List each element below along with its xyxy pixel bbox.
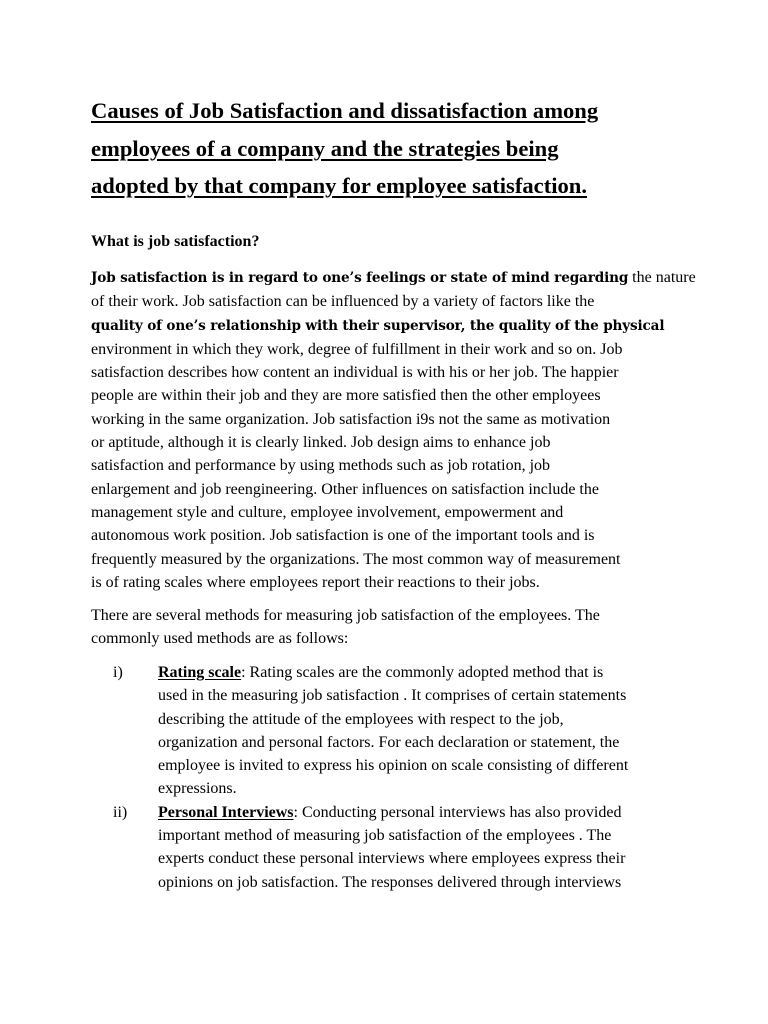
list-line: expressions.	[158, 780, 237, 798]
list-line: describing the attitude of the employees with respect to the job,	[158, 710, 564, 728]
paragraph-line: satisfaction describes how content an individual is with his or her job. The happier	[91, 364, 619, 382]
list-item	[91, 661, 679, 801]
paragraph-line: commonly used methods are as follows:	[91, 630, 349, 648]
list-item-content	[158, 801, 679, 894]
list-line	[158, 661, 679, 684]
list-marker: ii)	[113, 803, 128, 821]
list-text: : Conducting personal interviews has also provided	[293, 803, 622, 821]
list-text: : Rating scales are the commonly adopted method that is	[241, 664, 604, 681]
document-body	[91, 92, 696, 891]
paragraph-line: satisfaction and performance by using methods such as job rotation, job	[91, 457, 551, 475]
list-line	[158, 801, 679, 824]
method-term: Rating scale	[158, 664, 242, 681]
paragraph-text: the nature	[628, 269, 696, 286]
list-item-content	[158, 661, 679, 801]
paragraph-line: or aptitude, although it is clearly linked. Job design aims to enhance job	[91, 434, 551, 452]
method-term: Personal Interviews	[158, 803, 294, 821]
paragraph-line	[91, 314, 679, 338]
title-line: Causes of Job Satisfaction and dissatisfaction among	[91, 98, 599, 123]
paragraph-line	[91, 266, 696, 290]
methods-intro-paragraph	[91, 604, 679, 651]
list-line: important method of measuring job satisfaction of the employees . The	[158, 827, 612, 845]
definition-paragraph	[91, 266, 696, 594]
list-line: employee is invited to express his opinion on scale consisting of different	[158, 757, 629, 775]
paragraph-line: working in the same organization. Job satisfaction i9s not the same as motivation	[91, 410, 611, 428]
paragraph-line: There are several methods for measuring job satisfaction of the employees. The	[91, 607, 600, 624]
paragraph-line: environment in which they work, degree of fulfillment in their work and so on. Job	[91, 340, 623, 358]
paragraph-line: frequently measured by the organizations. The most common way of measurement	[91, 550, 621, 568]
list-line: organization and personal factors. For each declaration or statement, the	[158, 733, 620, 751]
document-title	[91, 92, 679, 205]
paragraph-line: management style and culture, employee involvement, empowerment and	[91, 503, 564, 521]
title-line: adopted by that company for employee satisfaction.	[91, 173, 588, 198]
section-heading: What is job satisfaction?	[91, 233, 260, 250]
list-line: experts conduct these personal interviews where employees express their	[158, 850, 626, 868]
list-item	[91, 801, 679, 894]
bold-phrase: quality of one’s relationship with their supervisor, the quality of the physical	[91, 317, 665, 334]
list-marker: i)	[113, 664, 123, 681]
title-line: employees of a company and the strategies being	[91, 135, 559, 161]
methods-list	[91, 661, 679, 894]
paragraph-line: of their work. Job satisfaction can be influenced by a variety of factors like the	[91, 293, 595, 311]
list-line: opinions on job satisfaction. The responses delivered through interviews	[158, 873, 622, 891]
paragraph-line: is of rating scales where employees report their reactions to their jobs.	[91, 573, 540, 591]
list-line: used in the measuring job satisfaction . It comprises of certain statements	[158, 687, 627, 705]
paragraph-line: enlargement and job reengineering. Other influences on satisfaction include the	[91, 480, 599, 498]
paragraph-line: autonomous work position. Job satisfaction is one of the important tools and is	[91, 527, 595, 545]
bold-phrase: Job satisfaction is in regard to one’s feelings or state of mind regarding	[91, 270, 629, 286]
paragraph-line: people are within their job and they are more satisfied then the other employees	[91, 387, 601, 405]
